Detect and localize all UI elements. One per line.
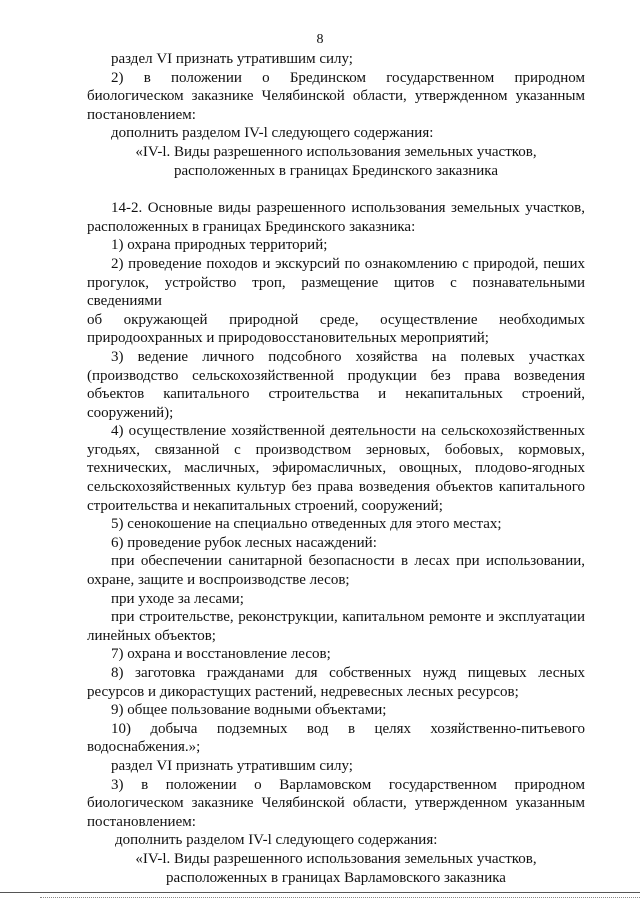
text-line: водоснабжения.»; (87, 739, 201, 756)
section-heading-line: «IV-l. Виды разрешенного использования земельных участков, (135, 143, 537, 160)
list-item: 1) охрана природных территорий; (111, 237, 328, 254)
page-number: 8 (316, 32, 324, 47)
text-line: при обеспечении санитарной безопасности в лесах при использовании, (111, 553, 585, 570)
text-line: биологическом заказнике Челябинской области, утвержденном указанным (87, 795, 585, 812)
text-line: строительства и некапитальных строений, сооружений; (87, 497, 443, 514)
list-item: 7) охрана и восстановление лесов; (111, 646, 331, 663)
bottom-edge-line (0, 892, 640, 893)
list-item: 4) осуществление хозяйственной деятельности на сельскохозяйственных (111, 423, 585, 440)
list-item: 8) заготовка гражданами для собственных нужд пищевых лесных (111, 665, 585, 681)
text-line: расположенных в границах Брединского заказника: (87, 218, 416, 235)
text-line: об окружающей природной среде, осуществление необходимых (87, 311, 585, 328)
text-line: сооружений); (87, 404, 174, 421)
text-line: при уходе за лесами; (111, 590, 244, 607)
text-line: раздел VI признать утратившим силу; (111, 757, 353, 774)
text-line: прогулок, устройство троп, размещение щитов с познавательными сведениями (87, 274, 585, 310)
text-line: сельскохозяйственных культур без права возведения объектов капитального (87, 479, 585, 496)
section-heading-line: «IV-l. Виды разрешенного использования земельных участков, (135, 850, 537, 867)
list-item: 5) сенокошение на специально отведенных для этого местах; (111, 516, 502, 533)
text-line: биологическом заказнике Челябинской области, утвержденном указанным (87, 88, 585, 105)
document-body (87, 50, 585, 887)
list-item: 2) проведение походов и экскурсий по ознакомлению с природой, пеших (111, 255, 585, 272)
text-line: 14-2. Основные виды разрешенного использования земельных участков, (111, 200, 585, 217)
text-line: угодьях, связанной с производством зерновых, бобовых, кормовых, (87, 441, 585, 458)
text-line: 2) в положении о Брединском государственном природном (111, 69, 585, 86)
list-item: 10) добыча подземных вод в целях хозяйственно-питьевого (111, 720, 585, 737)
text-line: дополнить разделом IV-l следующего содержания: (111, 125, 434, 142)
text-line: раздел VI признать утратившим силу; (111, 51, 353, 67)
text-line: технических, масличных, эфиромасличных, овощных, плодово-ягодных (87, 460, 585, 477)
bottom-edge-dotted-line (40, 897, 640, 898)
text-line: (производство сельскохозяйственной продукции без права возведения (87, 367, 585, 384)
list-item: 9) общее пользование водными объектами; (111, 702, 387, 719)
text-line: постановлением: (87, 106, 196, 123)
list-item: 3) ведение личного подсобного хозяйства на полевых участках (111, 348, 585, 365)
text-line: дополнить разделом IV-l следующего содержания: (115, 832, 438, 849)
paragraph-gap (87, 180, 585, 199)
text-line: охране, защите и воспроизводстве лесов; (87, 572, 350, 589)
text-line: ресурсов и дикорастущих растений, недревесных лесных ресурсов; (87, 683, 519, 700)
section-heading-line: расположенных в границах Варламовского заказника (166, 869, 506, 886)
text-line: линейных объектов; (87, 627, 216, 644)
text-line: при строительстве, реконструкции, капитальном ремонте и эксплуатации (111, 609, 585, 626)
text-line: постановлением: (87, 813, 196, 830)
list-item: 3) в положении о Варламовском государственном природном (111, 776, 585, 793)
text-line: объектов капитального строительства и некапитальных строений, (87, 386, 585, 403)
list-item: 6) проведение рубок лесных насаждений: (111, 534, 377, 551)
text-line: природоохранных и природовосстановительных мероприятий; (87, 330, 489, 347)
section-heading-line: расположенных в границах Брединского заказника (173, 162, 499, 179)
